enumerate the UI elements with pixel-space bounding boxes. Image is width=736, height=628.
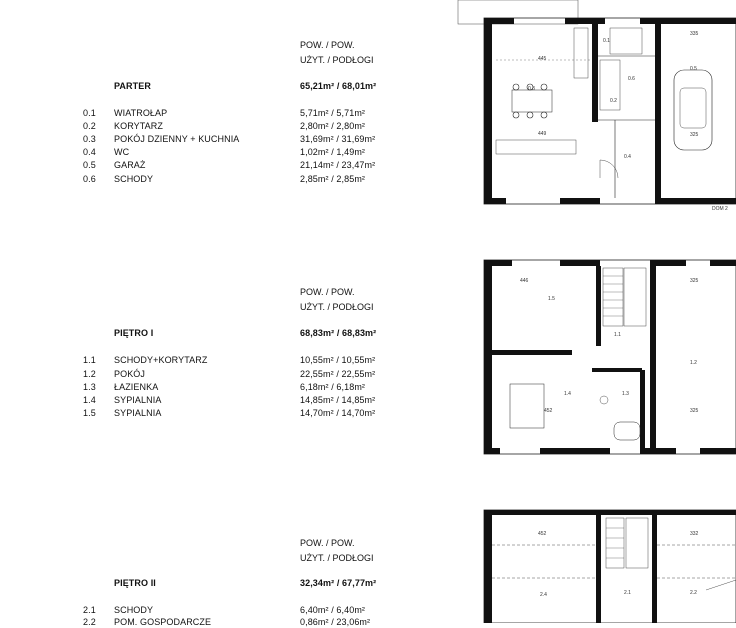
room-name: POKÓJ DZIENNY + KUCHNIA [114, 134, 240, 144]
room-name: POKÓJ [114, 369, 146, 379]
plan-dim: 446 [520, 278, 529, 284]
room-name: POM. GOSPODARCZE [114, 617, 212, 627]
room-area: 5,71m² / 5,71m² [300, 108, 366, 118]
room-no: 1.2 [83, 369, 96, 379]
floor-title: PARTER [114, 81, 151, 91]
room-no: 0.2 [83, 121, 96, 131]
dom-label: DOM 2 [712, 206, 728, 212]
floor-total: 65,21m² / 68,01m² [300, 81, 377, 91]
plan-pietro2 [484, 510, 736, 623]
room-area: 6,40m² / 6,40m² [300, 605, 366, 615]
room-area: 14,70m² / 14,70m² [300, 408, 376, 418]
floor-total: 32,34m² / 67,77m² [300, 578, 377, 588]
room-area: 1,02m² / 1,49m² [300, 147, 366, 157]
room-no: 2.2 [83, 617, 96, 627]
plan-label: 1.2 [690, 360, 697, 366]
col-header-line2: UŻYT. / PODŁOGI [300, 302, 374, 312]
plan-dim: 332 [690, 531, 699, 537]
room-no: 1.4 [83, 395, 96, 405]
col-header-line1: POW. / POW. [300, 287, 355, 297]
plan-dim: 325 [690, 278, 699, 284]
room-area: 21,14m² / 23,47m² [300, 160, 376, 170]
plan-label: 0.3 [528, 86, 535, 92]
room-name: SYPIALNIA [114, 408, 162, 418]
plan-label: 1.3 [622, 391, 629, 397]
room-area: 2,85m² / 2,85m² [300, 174, 366, 184]
floor-title: PIĘTRO II [114, 578, 156, 588]
room-name: KORYTARZ [114, 121, 163, 131]
plan-label: 1.1 [614, 332, 621, 338]
col-header-line1: POW. / POW. [300, 538, 355, 548]
room-name: SCHODY+KORYTARZ [114, 355, 208, 365]
floor-total: 68,83m² / 68,83m² [300, 328, 377, 338]
plan-label: 1.5 [548, 296, 555, 302]
room-area: 2,80m² / 2,80m² [300, 121, 366, 131]
plan-label: 0.1 [603, 38, 610, 44]
room-area: 6,18m² / 6,18m² [300, 382, 366, 392]
plan-dim: 445 [538, 56, 547, 62]
floor-title: PIĘTRO I [114, 328, 154, 338]
room-area: 10,55m² / 10,55m² [300, 355, 376, 365]
room-no: 1.3 [83, 382, 96, 392]
room-no: 1.1 [83, 355, 96, 365]
room-no: 0.5 [83, 160, 96, 170]
plan-dim: 449 [538, 131, 547, 137]
room-name: WIATROŁAP [114, 108, 168, 118]
plan-dim: 325 [690, 132, 699, 138]
room-no: 0.4 [83, 147, 96, 157]
col-header-line2: UŻYT. / PODŁOGI [300, 55, 374, 65]
room-name: ŁAZIENKA [114, 382, 159, 392]
plan-dim: 452 [538, 531, 547, 537]
room-no: 2.1 [83, 605, 96, 615]
col-header-line2: UŻYT. / PODŁOGI [300, 553, 374, 563]
room-name: SCHODY [114, 174, 154, 184]
plan-label: 2.1 [624, 590, 631, 596]
room-no: 0.3 [83, 134, 96, 144]
plan-dim: 325 [690, 408, 699, 414]
plan-label: 2.4 [540, 592, 547, 598]
plan-label: 0.2 [610, 98, 617, 104]
plan-label: 0.4 [624, 154, 631, 160]
room-area: 22,55m² / 22,55m² [300, 369, 376, 379]
plan-label: 0.6 [628, 76, 635, 82]
room-area: 31,69m² / 31,69m² [300, 134, 376, 144]
plan-label: 2.2 [690, 590, 697, 596]
plan-dim: 335 [690, 31, 699, 37]
room-area: 14,85m² / 14,85m² [300, 395, 376, 405]
room-name: GARAŻ [114, 160, 146, 170]
plan-dim: 452 [544, 408, 553, 414]
room-no: 0.6 [83, 174, 96, 184]
room-name: WC [114, 147, 130, 157]
plan-label: 1.4 [564, 391, 571, 397]
plan-label: 0.5 [690, 66, 697, 72]
room-no: 1.5 [83, 408, 96, 418]
room-name: SCHODY [114, 605, 154, 615]
room-area: 0,86m² / 23,06m² [300, 617, 371, 627]
plan-pietro1 [484, 260, 736, 454]
room-name: SYPIALNIA [114, 395, 162, 405]
col-header-line1: POW. / POW. [300, 40, 355, 50]
room-no: 0.1 [83, 108, 96, 118]
